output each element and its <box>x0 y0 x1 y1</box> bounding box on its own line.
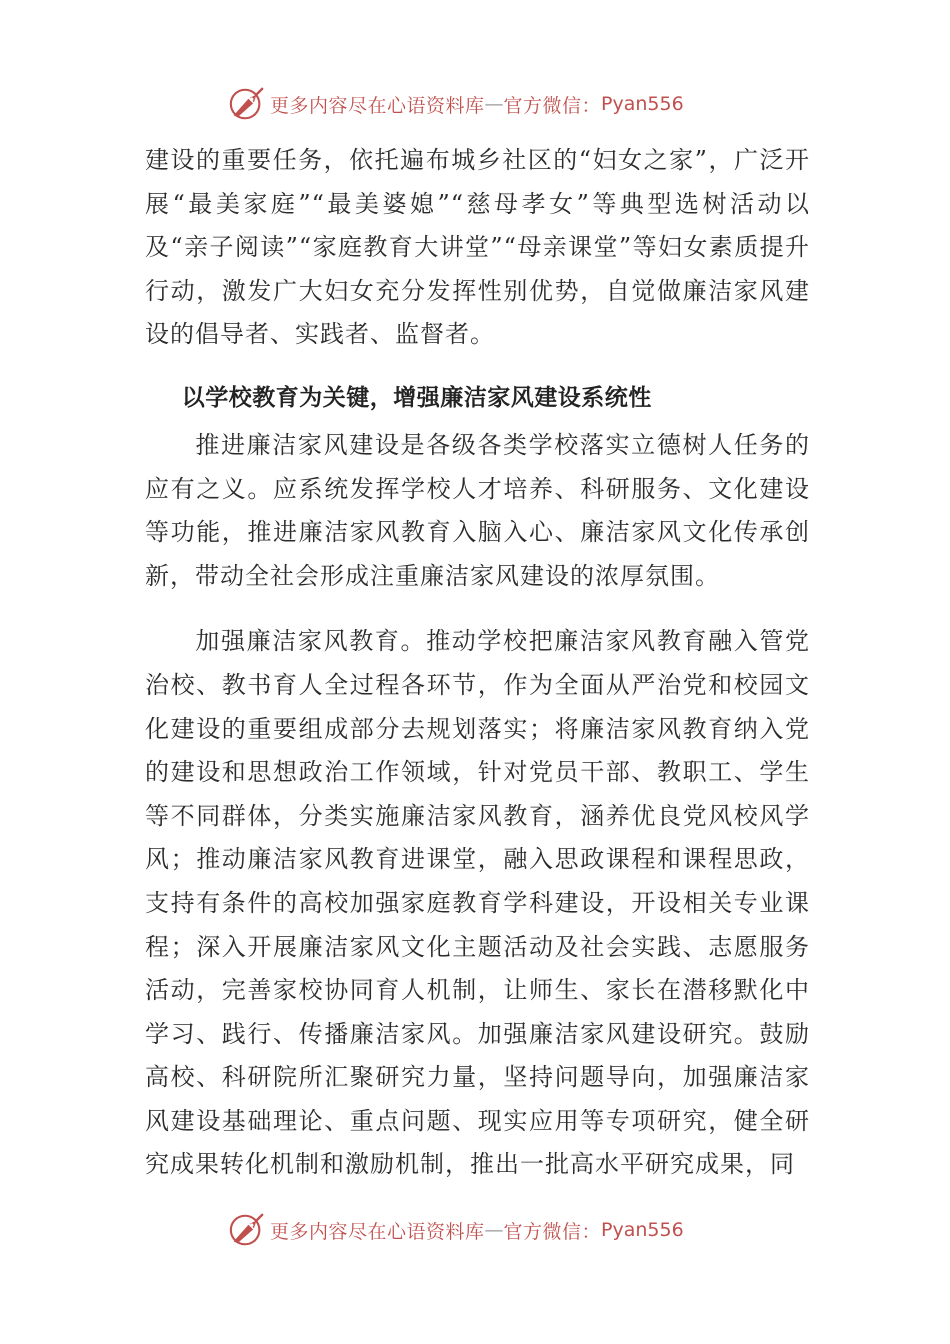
footer-banner <box>228 1210 684 1250</box>
paragraph-1: 建设的重要任务，依托遍布城乡社区的“妇女之家”，广泛开展“最美家庭”“最美婆媳”“慈母孝女”等典型选树活动以及“亲子阅读”“家庭教育大讲堂”“母亲课堂”等妇女素质提升行动，激发广大妇女充分发挥性别优势，自觉做廉洁家风建设的倡导者、实践者、监督者。 <box>145 146 810 349</box>
banner-wechat-label: 官方微信： <box>503 94 602 117</box>
banner-separator: — <box>484 93 504 115</box>
banner-wechat-id: Pyan556 <box>601 93 684 115</box>
paragraph-3: 加强廉洁家风教育。推动学校把廉洁家风教育融入管党治校、教书育人全过程各环节，作为全面从严治党和校园文化建设的重要组成部分去规划落实；将廉洁家风教育纳入党的建设和思想政治工作领域，针对党员干部、教职工、学生等不同群体，分类实施廉洁家风教育，涵养优良党风校风学风；推动廉洁家风教育进课堂，融入思政课程和课程思政，支持有条件的高校加强家庭教育学科建设，开设相关专业课程；深入开展廉洁家风文化主题活动及社会实践、志愿服务活动，完善家校协同育人机制，让师生、家长在潜移默化中学习、践行、传播廉洁家风。加强廉洁家风建设研究。鼓励高校、科研院所汇聚研究力量，坚持问题导向，加强廉洁家风建设基础理论、重点问题、现实应用等专项研究，健全研究成果转化机制和激励机制，推出一批高水平研究成果，同 <box>145 627 810 1179</box>
footer-banner-separator: — <box>484 1219 504 1241</box>
footer-banner-text: 更多内容尽在心语资料库 <box>270 1220 485 1243</box>
footer-banner-wechat-id: Pyan556 <box>601 1219 684 1241</box>
document-body <box>145 139 810 1187</box>
header-banner <box>228 84 684 124</box>
section-heading: 以学校教育为关键，增强廉洁家风建设系统性 <box>181 384 652 411</box>
pen-nib-logo-icon <box>228 1211 266 1249</box>
paragraph-2: 推进廉洁家风建设是各级各类学校落实立德树人任务的应有之义。应系统发挥学校人才培养、科研服务、文化建设等功能，推进廉洁家风教育入脑入心、廉洁家风文化传承创新，带动全社会形成注重廉洁家风建设的浓厚氛围。 <box>145 430 810 590</box>
footer-banner-wechat-label: 官方微信： <box>503 1220 602 1243</box>
banner-text: 更多内容尽在心语资料库 <box>270 94 485 117</box>
pen-nib-logo-icon <box>228 85 266 123</box>
